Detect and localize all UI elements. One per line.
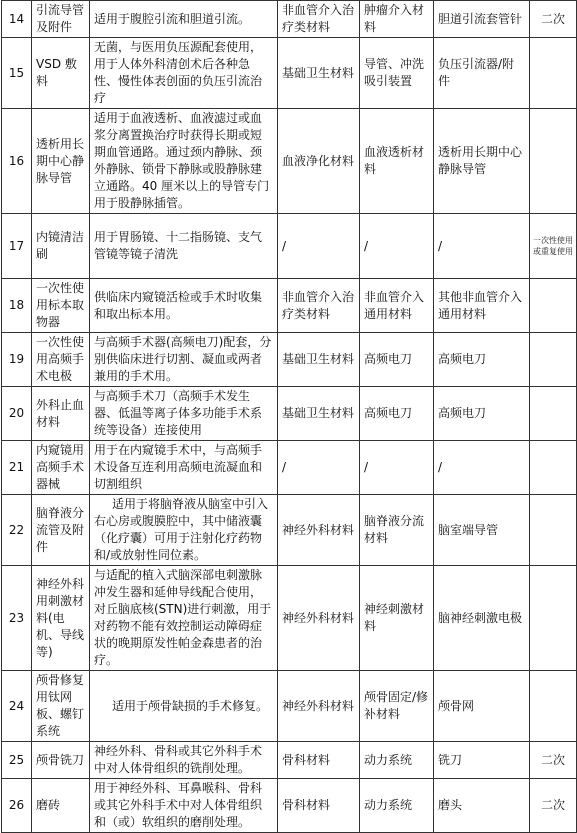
category: 神经外科材料	[278, 671, 360, 742]
remark	[530, 495, 577, 566]
remark	[530, 441, 577, 495]
category: 非血管介入治疗类材料	[278, 279, 360, 333]
category: 神经外科材料	[278, 495, 360, 566]
item-description: 用于神经外科、耳鼻喉科、骨科或其它外科手术中对人体骨组织和（或）软组织的磨削处理。	[90, 779, 278, 833]
remark	[530, 566, 577, 671]
subcategory: 脑神经刺激电极	[434, 566, 530, 671]
tumor-category: 脑脊液分流材料	[360, 495, 434, 566]
subcategory: /	[434, 441, 530, 495]
item-description: 与高频手术刀（高频手术发生器、低温等离子体多功能手术系统等设备）连接使用	[90, 387, 278, 441]
row-number: 17	[2, 214, 32, 279]
table-row	[2, 742, 577, 779]
item-name: 一次性使用标本取物器	[32, 279, 90, 333]
category: 非血管介入治疗类材料	[278, 1, 360, 38]
subcategory: 颅骨网	[434, 671, 530, 742]
item-name: 内镜清洁刷	[32, 214, 90, 279]
tumor-category: 动力系统	[360, 742, 434, 779]
item-description: 用于在内窥镜手术中，与高频手术设备互连利用高频电流凝血和切割组织	[90, 441, 278, 495]
subcategory: 脑室端导管	[434, 495, 530, 566]
category: 血液净化材料	[278, 109, 360, 214]
tumor-category: 非血管介入通用材料	[360, 279, 434, 333]
item-name: 外科止血材料	[32, 387, 90, 441]
item-name: 透析用长期中心静脉导管	[32, 109, 90, 214]
table-row	[2, 495, 577, 566]
tumor-category: 动力系统	[360, 779, 434, 833]
category: 基础卫生材料	[278, 387, 360, 441]
row-number: 16	[2, 109, 32, 214]
table-row	[2, 671, 577, 742]
row-number: 20	[2, 387, 32, 441]
item-name: 引流导管及附件	[32, 1, 90, 38]
row-number: 15	[2, 38, 32, 109]
tumor-category: 肿瘤介入材料	[360, 1, 434, 38]
item-description: 用于胃肠镜、十二指肠镜、支气管镜等镜子清洗	[90, 214, 278, 279]
subcategory: 胆道引流套管针	[434, 1, 530, 38]
table-row	[2, 279, 577, 333]
category: 骨科材料	[278, 742, 360, 779]
tumor-category: /	[360, 441, 434, 495]
item-name: 内窥镜用高频手术器械	[32, 441, 90, 495]
category: /	[278, 214, 360, 279]
item-description: 与适配的植入式脑深部电刺激脉冲发生器和延伸导线配合使用，对丘脑底核(STN)进行刺激，用于对药物不能有效控制运动障碍症状的晚期原发性帕金森患者的治疗。	[90, 566, 278, 671]
table-row	[2, 779, 577, 833]
item-description: 适用于颅骨缺损的手术修复。	[90, 671, 278, 742]
row-number: 22	[2, 495, 32, 566]
row-number: 18	[2, 279, 32, 333]
item-description: 神经外科、骨科或其它外科手术中对人体骨组织的铣削处理。	[90, 742, 278, 779]
tumor-category: 高频电刀	[360, 333, 434, 387]
item-name: 颅骨修复用钛网板、螺钉系统	[32, 671, 90, 742]
tumor-category: 颅骨固定/修补材料	[360, 671, 434, 742]
supplies-table	[1, 0, 577, 833]
table-row	[2, 38, 577, 109]
subcategory: 负压引流器/附件	[434, 38, 530, 109]
tumor-category: 神经刺激材料	[360, 566, 434, 671]
remark	[530, 279, 577, 333]
category: 基础卫生材料	[278, 333, 360, 387]
row-number: 19	[2, 333, 32, 387]
category: 神经外科材料	[278, 566, 360, 671]
item-description: 适用于血液透析、血液滤过或血浆分离置换治疗时获得长期或短期血管通路。通过颈内静脉、颈外静脉、锁骨下静脉或股静脉建立通路。40 厘米以上的导管专门用于股静脉插管。	[90, 109, 278, 214]
item-name: VSD 敷料	[32, 38, 90, 109]
subcategory: 高频电刀	[434, 333, 530, 387]
item-name: 磨砖	[32, 779, 90, 833]
tumor-category: 高频电刀	[360, 387, 434, 441]
item-name: 一次性使用高频手术电极	[32, 333, 90, 387]
remark: 二次	[530, 1, 577, 38]
table-row	[2, 387, 577, 441]
subcategory: 磨头	[434, 779, 530, 833]
subcategory: 高频电刀	[434, 387, 530, 441]
category: /	[278, 441, 360, 495]
item-description: 与高频手术器(高频电刀)配套，分别供临床进行切割、凝血或两者兼用的手术用。	[90, 333, 278, 387]
remark	[530, 387, 577, 441]
item-name: 神经外科用刺激材料(电机、导线等)	[32, 566, 90, 671]
table-row	[2, 566, 577, 671]
item-description: 供临床内窥镜活检或手术时收集和取出标本用。	[90, 279, 278, 333]
item-description: 适用于腹腔引流和胆道引流。	[90, 1, 278, 38]
table-row	[2, 214, 577, 279]
remark: 二次	[530, 779, 577, 833]
row-number: 24	[2, 671, 32, 742]
remark: 二次	[530, 742, 577, 779]
subcategory: 其他非血管介入通用材料	[434, 279, 530, 333]
item-name: 颅骨铣刀	[32, 742, 90, 779]
category: 基础卫生材料	[278, 38, 360, 109]
tumor-category: 血液透析材料	[360, 109, 434, 214]
subcategory: /	[434, 214, 530, 279]
table-row	[2, 109, 577, 214]
item-name: 脑脊液分流管及附件	[32, 495, 90, 566]
item-description: 无菌，与医用负压源配套使用，用于人体外科清创术后各种急性、慢性体表创面的负压引流治疗	[90, 38, 278, 109]
table-row	[2, 441, 577, 495]
remark: 一次性使用或重复使用	[530, 214, 577, 279]
remark	[530, 671, 577, 742]
row-number: 26	[2, 779, 32, 833]
remark	[530, 38, 577, 109]
table-row	[2, 1, 577, 38]
row-number: 14	[2, 1, 32, 38]
category: 骨科材料	[278, 779, 360, 833]
row-number: 25	[2, 742, 32, 779]
remark	[530, 109, 577, 214]
row-number: 23	[2, 566, 32, 671]
subcategory: 铣刀	[434, 742, 530, 779]
subcategory: 透析用长期中心静脉导管	[434, 109, 530, 214]
row-number: 21	[2, 441, 32, 495]
table-row	[2, 333, 577, 387]
tumor-category: 导管、冲洗吸引装置	[360, 38, 434, 109]
remark	[530, 333, 577, 387]
item-description: 适用于将脑脊液从脑室中引入右心房或腹膜腔中，其中储液囊（化疗囊）可用于注射化疗药物和/或放射性同位素。	[90, 495, 278, 566]
tumor-category: /	[360, 214, 434, 279]
